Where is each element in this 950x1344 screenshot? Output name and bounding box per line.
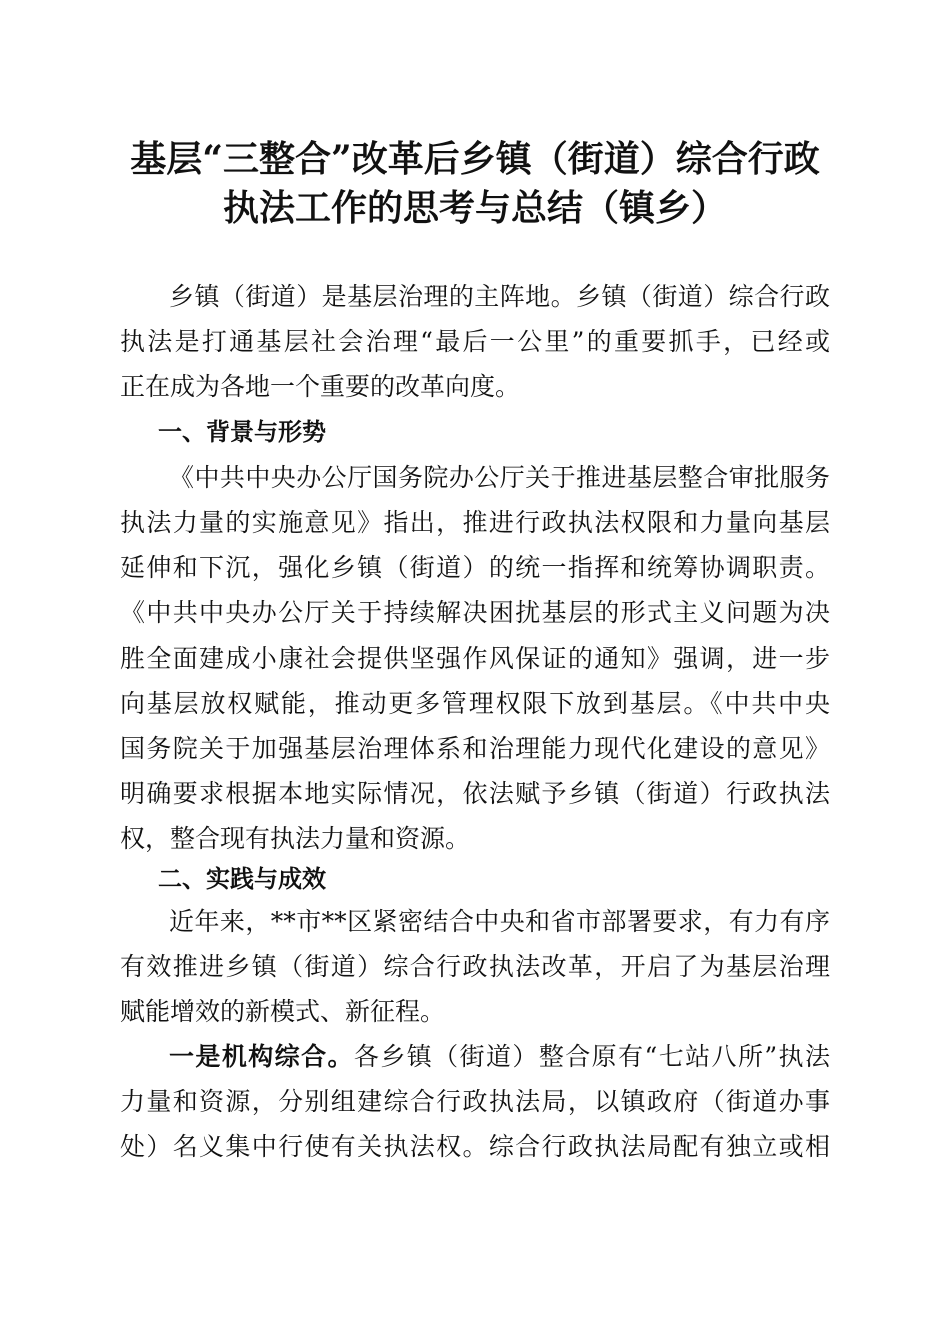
section-1-heading: 一、背景与形势 — [158, 418, 326, 446]
section-2-line-3: 赋能增效的新模式、新征程。 — [120, 997, 446, 1026]
section-1-line-4: 《中共中央办公厅关于持续解决困扰基层的形式主义问题为决 — [120, 598, 830, 627]
point-1-line-3: 处）名义集中行使有关执法权。综合行政执法局配有独立或相 — [120, 1132, 830, 1161]
section-1-line-6: 向基层放权赋能，推动更多管理权限下放到基层。《中共中央 — [120, 689, 830, 718]
intro-line-3: 正在成为各地一个重要的改革向度。 — [120, 372, 521, 401]
section-2-line-2: 有效推进乡镇（街道）综合行政执法改革，开启了为基层治理 — [120, 952, 830, 981]
section-1-line-5: 胜全面建成小康社会提供坚强作风保证的通知》强调，进一步 — [120, 644, 830, 673]
point-1-line-2: 力量和资源，分别组建综合行政执法局，以镇政府（街道办事 — [120, 1087, 830, 1116]
section-2-heading: 二、实践与成效 — [158, 865, 326, 893]
section-1-line-9: 权，整合现有执法力量和资源。 — [120, 824, 471, 853]
section-1-line-8: 明确要求根据本地实际情况，依法赋予乡镇（街道）行政执法 — [120, 779, 830, 808]
section-1-line-2: 执法力量的实施意见》指出，推进行政执法权限和力量向基层 — [120, 508, 830, 537]
title-line-1: 基层“三整合”改革后乡镇（街道）综合行政 — [130, 138, 820, 180]
section-1-line-7: 国务院关于加强基层治理体系和治理能力现代化建设的意见》 — [120, 734, 830, 763]
section-2-line-1: 近年来，**市**区紧密结合中央和省市部署要求，有力有序 — [169, 907, 830, 936]
intro-line-1: 乡镇（街道）是基层治理的主阵地。乡镇（街道）综合行政 — [169, 282, 830, 311]
point-1-lead: 一是机构综合。 — [169, 1042, 354, 1071]
section-1-line-3: 延伸和下沉，强化乡镇（街道）的统一指挥和统筹协调职责。 — [120, 553, 830, 582]
point-1-line-1 — [169, 1033, 830, 1081]
point-1-text: 各乡镇（街道）整合原有“七站八所”执法 — [353, 1042, 830, 1071]
section-1-line-1: 《中共中央办公厅国务院办公厅关于推进基层整合审批服务 — [169, 463, 830, 492]
intro-line-2: 执法是打通基层社会治理“最后一公里”的重要抓手，已经或 — [120, 327, 830, 356]
title-line-2: 执法工作的思考与总结（镇乡） — [222, 187, 727, 229]
